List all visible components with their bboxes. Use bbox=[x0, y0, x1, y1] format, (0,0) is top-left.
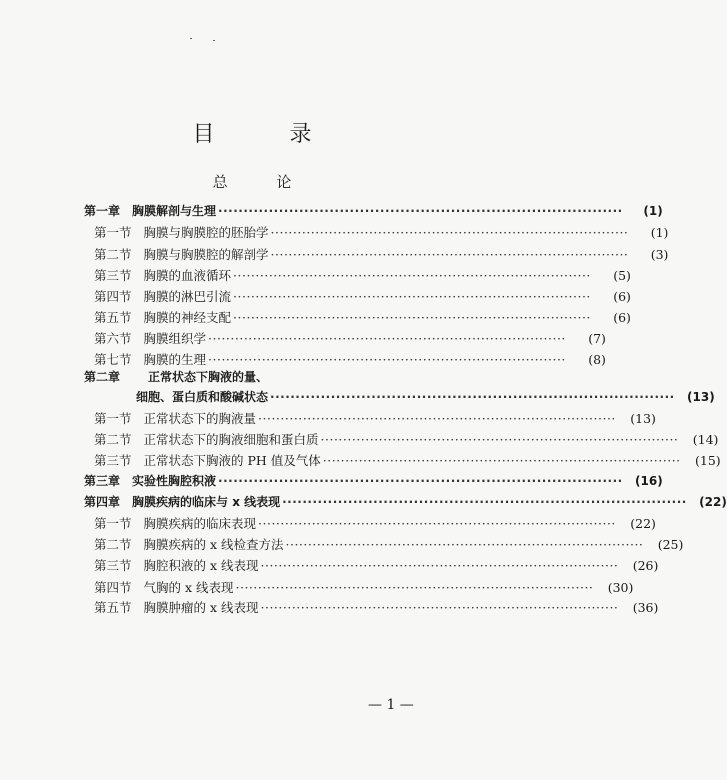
toc-title: 胸膜的血液循环 bbox=[143, 268, 232, 283]
toc-leader-dots: ················································································ bbox=[233, 268, 591, 283]
toc-leader-dots: ················································································ bbox=[233, 310, 591, 325]
toc-chapter-row[interactable] bbox=[84, 472, 663, 489]
toc-leader-dots: ················································································ bbox=[218, 204, 623, 218]
toc-title: 气胸的 x 线表现 bbox=[143, 580, 234, 595]
toc-page-number: (1) bbox=[643, 204, 663, 218]
toc-number: 第二章 bbox=[84, 370, 121, 384]
toc-section-row[interactable] bbox=[94, 266, 631, 284]
toc-number: 第六节 bbox=[94, 331, 132, 346]
toc-page-number: (13) bbox=[630, 411, 656, 426]
toc-number: 第七节 bbox=[94, 352, 132, 367]
toc-number: 第二节 bbox=[94, 537, 132, 552]
toc-number: 第二节 bbox=[94, 247, 132, 262]
section-subtitle: 总 论 bbox=[212, 173, 314, 191]
toc-section-row[interactable] bbox=[94, 350, 606, 368]
toc-page-number: (1) bbox=[650, 225, 669, 240]
toc-leader-dots: ················································································ bbox=[322, 453, 681, 468]
page-title: 目 录 bbox=[192, 122, 346, 147]
toc-leader-dots: ················································································ bbox=[270, 225, 629, 240]
toc-title: 胸膜的神经支配 bbox=[143, 310, 232, 325]
toc-page-number: (6) bbox=[613, 289, 631, 304]
toc-chapter-row[interactable] bbox=[84, 202, 663, 219]
toc-number: 第三节 bbox=[94, 453, 132, 468]
toc-section-row[interactable] bbox=[94, 287, 631, 305]
toc-title: 正常状态下胸液的量、 bbox=[148, 370, 269, 384]
toc-title: 正常状态下的胸液细胞和蛋白质 bbox=[143, 432, 319, 447]
toc-leader-dots: ················································································ bbox=[260, 600, 619, 615]
page-number: — 1 — bbox=[368, 697, 414, 713]
toc-section-row[interactable] bbox=[94, 535, 684, 553]
toc-title: 胸膜组织学 bbox=[143, 331, 207, 346]
toc-leader-dots: ················································································ bbox=[233, 289, 591, 304]
toc-leader-dots: ················································································ bbox=[270, 390, 675, 404]
toc-title: 胸膜疾病的临床与 x 线表现 bbox=[132, 495, 281, 509]
toc-page-number: (3) bbox=[650, 247, 669, 262]
toc-title: 胸膜解剖与生理 bbox=[132, 204, 217, 218]
toc-page-number: (5) bbox=[613, 268, 631, 283]
toc-title: 胸膜与胸膜腔的解剖学 bbox=[143, 247, 269, 262]
toc-section-row[interactable] bbox=[94, 430, 719, 448]
toc-number: 第五节 bbox=[94, 310, 132, 325]
toc-page-number: (6) bbox=[613, 310, 631, 325]
toc-section-row[interactable] bbox=[94, 308, 631, 326]
toc-leader-dots: ················································································ bbox=[235, 580, 594, 595]
toc-chapter-row[interactable] bbox=[84, 368, 418, 385]
toc-section-row[interactable] bbox=[94, 578, 634, 596]
toc-page-number: (22) bbox=[630, 516, 656, 531]
toc-number: 第五节 bbox=[94, 600, 132, 615]
toc-section-row[interactable] bbox=[94, 223, 669, 241]
toc-section-row[interactable] bbox=[94, 245, 669, 263]
toc-page-number: (7) bbox=[588, 331, 606, 346]
toc-section-row[interactable] bbox=[94, 598, 659, 616]
toc-page-number: (30) bbox=[607, 580, 634, 595]
toc-page-number: (15) bbox=[694, 453, 721, 468]
toc-title: 细胞、蛋白质和酸碱状态 bbox=[136, 390, 269, 404]
toc-leader-dots: ················································································ bbox=[282, 495, 687, 509]
toc-leader-dots: ················································································ bbox=[208, 352, 566, 367]
toc-number: 第一节 bbox=[94, 225, 132, 240]
toc-page-number: (22) bbox=[699, 495, 727, 509]
toc-page-number: (16) bbox=[635, 474, 663, 488]
toc-title: 胸膜疾病的 x 线检查方法 bbox=[143, 537, 284, 552]
toc-leader-dots: ················································································ bbox=[258, 411, 616, 426]
toc-leader-dots: ················································································ bbox=[258, 516, 616, 531]
toc-section-row[interactable] bbox=[94, 451, 721, 469]
toc-number: 第四节 bbox=[94, 289, 132, 304]
toc-number: 第一节 bbox=[94, 411, 132, 426]
toc-number: 第一节 bbox=[94, 516, 132, 531]
toc-number: 第三节 bbox=[94, 558, 132, 573]
toc-section-row[interactable] bbox=[94, 514, 656, 532]
toc-page-number: (14) bbox=[692, 432, 719, 447]
toc-page-number: (13) bbox=[687, 390, 715, 404]
toc-leader-dots: ················································································ bbox=[218, 474, 623, 488]
toc-leader-dots: ················································································ bbox=[320, 432, 679, 447]
toc-page-number: (25) bbox=[657, 537, 684, 552]
toc-title: 胸膜疾病的临床表现 bbox=[143, 516, 257, 531]
toc-leader-dots: ················································································ bbox=[285, 537, 644, 552]
toc-continuation-row[interactable] bbox=[136, 388, 715, 405]
toc-page-number: (36) bbox=[632, 600, 659, 615]
toc-number: 第三章 bbox=[84, 474, 121, 488]
toc-number: 第一章 bbox=[84, 204, 121, 218]
toc-section-row[interactable] bbox=[94, 409, 656, 427]
toc-title: 胸腔积液的 x 线表现 bbox=[143, 558, 259, 573]
toc-number: 第二节 bbox=[94, 432, 132, 447]
toc-chapter-row[interactable] bbox=[84, 493, 727, 510]
toc-title: 胸膜肿瘤的 x 线表现 bbox=[143, 600, 259, 615]
toc-number: 第三节 bbox=[94, 268, 132, 283]
toc-leader-dots: ················································································ bbox=[270, 247, 629, 262]
toc-title: 正常状态下胸液的 PH 值及气体 bbox=[143, 453, 321, 468]
toc-title: 胸膜的淋巴引流 bbox=[143, 289, 232, 304]
toc-number: 第四章 bbox=[84, 495, 121, 509]
toc-number: 第四节 bbox=[94, 580, 132, 595]
toc-page-number: (26) bbox=[632, 558, 659, 573]
toc-page-number: (8) bbox=[588, 352, 606, 367]
toc-section-row[interactable] bbox=[94, 556, 659, 574]
toc-section-row[interactable] bbox=[94, 329, 606, 347]
toc-leader-dots: ················································································ bbox=[208, 331, 566, 346]
toc-title: 胸膜与胸膜腔的胚胎学 bbox=[143, 225, 269, 240]
toc-title: 实验性胸腔积液 bbox=[132, 474, 217, 488]
toc-title: 胸膜的生理 bbox=[143, 352, 207, 367]
toc-leader-dots: ················································································ bbox=[260, 558, 619, 573]
toc-title: 正常状态下的胸液量 bbox=[143, 411, 257, 426]
